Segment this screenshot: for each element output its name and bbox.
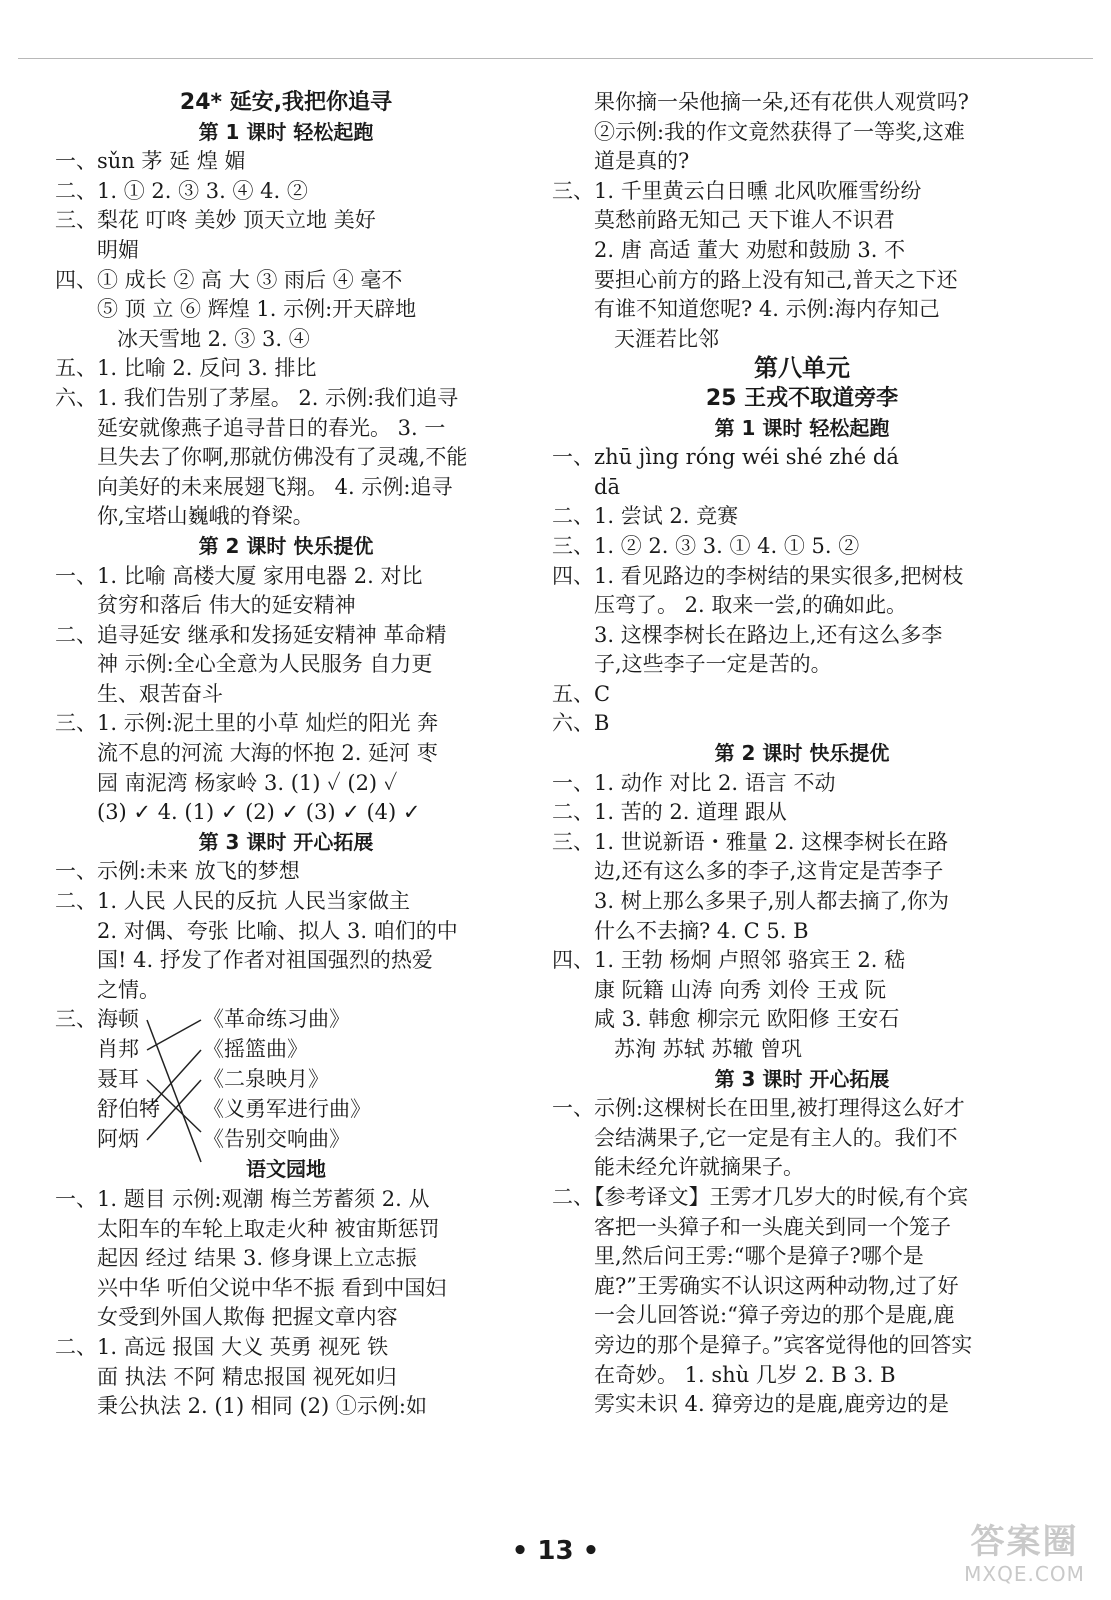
answer-line: 边,还有这么多的李子,这肯定是苦李子 — [594, 859, 944, 884]
answer-line: 3. 这棵李树长在路边上,还有这么多李 — [594, 622, 943, 647]
answer-line: 旁边的那个是獐子。”宾客觉得他的回答实 — [594, 1332, 973, 1357]
work-1: 《摇篮曲》 — [203, 1037, 308, 1062]
answer-line: 四、① 成长 ② 高 大 ③ 雨后 ④ 毫不 — [55, 267, 403, 292]
answer-line: 贫穷和落后 伟大的延安精神 — [97, 593, 356, 618]
answer-line: 五、C — [552, 681, 611, 706]
answer-line: 明媚 — [97, 237, 139, 262]
answer-line: 一、1. 动作 对比 2. 语言 不动 — [552, 770, 836, 795]
answer-line: 会结满果子,它一定是有主人的。我们不 — [594, 1125, 958, 1150]
answer-line: 天涯若比邻 — [614, 326, 719, 351]
answer-line: 你,宝塔山巍峨的脊梁。 — [97, 504, 314, 529]
answer-line: 客把一头獐子和一头鹿关到同一个笼子 — [594, 1214, 951, 1239]
work-3: 《义勇军进行曲》 — [203, 1097, 371, 1122]
answer-line: 什么不去摘? 4. C 5. B — [594, 918, 809, 943]
answer-line: 面 执法 不阿 精忠报国 视死如归 — [97, 1364, 397, 1389]
left-lines — [55, 88, 517, 1005]
answer-line: 果你摘一朵他摘一朵,还有花供人观赏吗? — [594, 90, 969, 114]
answer-line: ②示例:我的作文竟然获得了一等奖,这难 — [594, 119, 965, 144]
answer-line: 流不息的河流 大海的怀抱 2. 延河 枣 — [97, 741, 438, 766]
answer-line: 要担心前方的路上没有知己,普天之下还 — [594, 267, 958, 292]
answer-line: 四、1. 王勃 杨炯 卢照邻 骆宾王 2. 嵇 — [552, 948, 906, 973]
answer-line: 雱实未识 4. 獐旁边的是鹿,鹿旁边的是 — [594, 1392, 950, 1417]
answer-line: 三、1. 示例:泥土里的小草 灿烂的阳光 奔 — [55, 711, 439, 736]
answer-line: 旦失去了你啊,那就仿佛没有了灵魂,不能 — [97, 445, 468, 470]
answer-line: 一、示例:这棵树长在田里,被打理得这么好才 — [552, 1096, 965, 1121]
section-heading: 第 1 课时 轻松起跑 — [198, 119, 374, 144]
answer-line: 延安就像燕子追寻昔日的春光。 3. 一 — [97, 415, 446, 440]
left-lines-2 — [55, 1155, 517, 1421]
answer-line: 起因 经过 结果 3. 修身课上立志振 — [97, 1246, 417, 1271]
answer-line: 三、1. 千里黄云白日曛 北风吹雁雪纷纷 — [552, 178, 922, 203]
answer-line: 里,然后问王雱:“哪个是獐子?哪个是 — [594, 1244, 924, 1269]
person-1: 肖邦 — [97, 1037, 139, 1062]
page-number: • 13 • — [511, 1536, 600, 1566]
answer-line: 一会儿回答说:“獐子旁边的那个是鹿,鹿 — [594, 1303, 955, 1328]
answer-line: ⑤ 顶 立 ⑥ 辉煌 1. 示例:开天辟地 — [97, 297, 417, 322]
matching-exercise — [55, 1005, 517, 1185]
answer-line: 五、1. 比喻 2. 反问 3. 排比 — [55, 356, 317, 381]
answer-line: 在奇妙。 1. shù 几岁 2. B 3. B — [594, 1362, 896, 1387]
person-0: 海顿 — [97, 1007, 139, 1032]
answer-line: 压弯了。 2. 取来一尝,的确如此。 — [594, 593, 908, 618]
answer-line: 莫愁前路无知己 天下谁人不识君 — [594, 208, 895, 233]
answer-line: 道是真的? — [594, 149, 690, 174]
answer-line: 园 南泥湾 杨家岭 3. (1) ✓ (2) ✓ — [97, 770, 398, 795]
work-4: 《告别交响曲》 — [203, 1127, 350, 1152]
answer-line: 子,这些李子一定是苦的。 — [594, 652, 832, 677]
answer-line: 二、【参考译文】王雱才几岁大的时候,有个宾 — [552, 1184, 969, 1209]
answer-line: 三、梨花 叮咚 美妙 顶天立地 美好 — [55, 208, 376, 233]
answer-line: 苏洵 苏轼 苏辙 曾巩 — [614, 1037, 803, 1061]
answer-line: 向美好的未来展翅飞翔。 4. 示例:追寻 — [97, 474, 453, 499]
right-column — [552, 88, 1052, 1420]
answer-line: 一、1. 题目 示例:观潮 梅兰芳蓄须 2. 从 — [55, 1187, 430, 1211]
answer-line: 四、1. 看见路边的李树结的果实很多,把树枝 — [552, 563, 964, 588]
answer-line: 有谁不知道您呢? 4. 示例:海内存知己 — [594, 297, 940, 322]
answer-line: 二、1. 苦的 2. 道理 跟从 — [552, 800, 787, 825]
answer-line: 能未经允许就摘果子。 — [594, 1155, 804, 1180]
person-2: 聂耳 — [97, 1067, 139, 1092]
answer-line: (3) ✓ 4. (1) ✓ (2) ✓ (3) ✓ (4) ✓ — [97, 800, 421, 825]
watermark-text: 答案圈 — [970, 1522, 1079, 1562]
section-heading: 24* 延安,我把你追寻 — [179, 90, 393, 115]
section-heading: 第 2 课时 快乐提优 — [714, 741, 890, 766]
person-3: 舒伯特 — [97, 1097, 160, 1122]
section-heading: 25 王戎不取道旁李 — [705, 385, 899, 411]
answer-line: 秉公执法 2. (1) 相同 (2) ①示例:如 — [97, 1394, 427, 1419]
answer-line: 三、1. 世说新语・雅量 2. 这棵李树长在路 — [552, 829, 949, 854]
answer-line: 生、艰苦奋斗 — [97, 681, 223, 706]
answer-line: 六、1. 我们告别了茅屋。 2. 示例:我们追寻 — [55, 385, 459, 410]
answer-line: 二、1. ① 2. ③ 3. ④ 4. ② — [55, 178, 308, 203]
section-heading: 第 2 课时 快乐提优 — [198, 533, 374, 558]
answer-line: 2. 唐 高适 董大 劝慰和鼓励 3. 不 — [594, 237, 906, 262]
answer-line: 冰天雪地 2. ③ 3. ④ — [117, 326, 310, 351]
answer-line: 咸 3. 韩愈 柳宗元 欧阳修 王安石 — [594, 1007, 900, 1032]
answer-line: 康 阮籍 山涛 向秀 刘伶 王戎 阮 — [594, 977, 887, 1002]
answer-line: 一、zhū jìng róng wéi shé zhé dá — [552, 445, 899, 470]
section-heading: 第 3 课时 开心拓展 — [714, 1066, 890, 1091]
section-heading: 第八单元 — [754, 354, 850, 383]
answer-line: 二、1. 尝试 2. 竞赛 — [552, 504, 739, 529]
answer-line: 一、1. 比喻 高楼大厦 家用电器 2. 对比 — [55, 563, 423, 588]
header-rule — [18, 58, 1093, 59]
answer-line: 二、1. 高远 报国 大义 英勇 视死 铁 — [55, 1334, 389, 1359]
answer-line: 三、1. ② 2. ③ 3. ① 4. ① 5. ② — [552, 533, 860, 558]
match-label: 三、 — [55, 1007, 97, 1032]
answer-line: dā — [594, 474, 620, 499]
answer-line: 二、1. 人民 人民的反抗 人民当家做主 — [55, 889, 411, 914]
watermark-logo — [952, 1522, 1097, 1592]
answer-line: 神 示例:全心全意为人民服务 自力更 — [97, 652, 433, 677]
section-heading: 第 3 课时 开心拓展 — [198, 829, 374, 854]
answer-line: 国! 4. 抒发了作者对祖国强烈的热爱 — [97, 948, 433, 973]
answer-line: 女受到外国人欺侮 把握文章内容 — [97, 1305, 398, 1330]
answer-line: 一、sǔn 茅 延 煌 媚 — [55, 149, 246, 174]
answer-line: 2. 对偶、夸张 比喻、拟人 3. 咱们的中 — [97, 918, 458, 943]
answer-line: 六、B — [552, 711, 610, 736]
answer-line: 一、示例:未来 放飞的梦想 — [55, 859, 300, 884]
right-lines — [552, 88, 1052, 1420]
work-0: 《革命练习曲》 — [203, 1007, 350, 1032]
answer-line: 之情。 — [97, 977, 160, 1002]
answer-line: 太阳车的车轮上取走火种 被宙斯惩罚 — [97, 1216, 440, 1241]
answer-line: 鹿?”王雱确实不认识这两种动物,过了好 — [594, 1273, 959, 1298]
section-heading: 第 1 课时 轻松起跑 — [714, 415, 890, 440]
answer-line: 兴中华 听伯父说中华不振 看到中国妇 — [97, 1275, 447, 1300]
answer-line: 3. 树上那么多果子,别人都去摘了,你为 — [594, 889, 950, 914]
answer-line: 二、追寻延安 继承和发扬延安精神 革命精 — [55, 622, 447, 647]
person-4: 阿炳 — [97, 1127, 139, 1152]
section-heading: 语文园地 — [246, 1157, 326, 1182]
watermark-url: MXQE.COM — [964, 1562, 1085, 1586]
left-column — [55, 88, 517, 1422]
work-2: 《二泉映月》 — [203, 1067, 329, 1092]
